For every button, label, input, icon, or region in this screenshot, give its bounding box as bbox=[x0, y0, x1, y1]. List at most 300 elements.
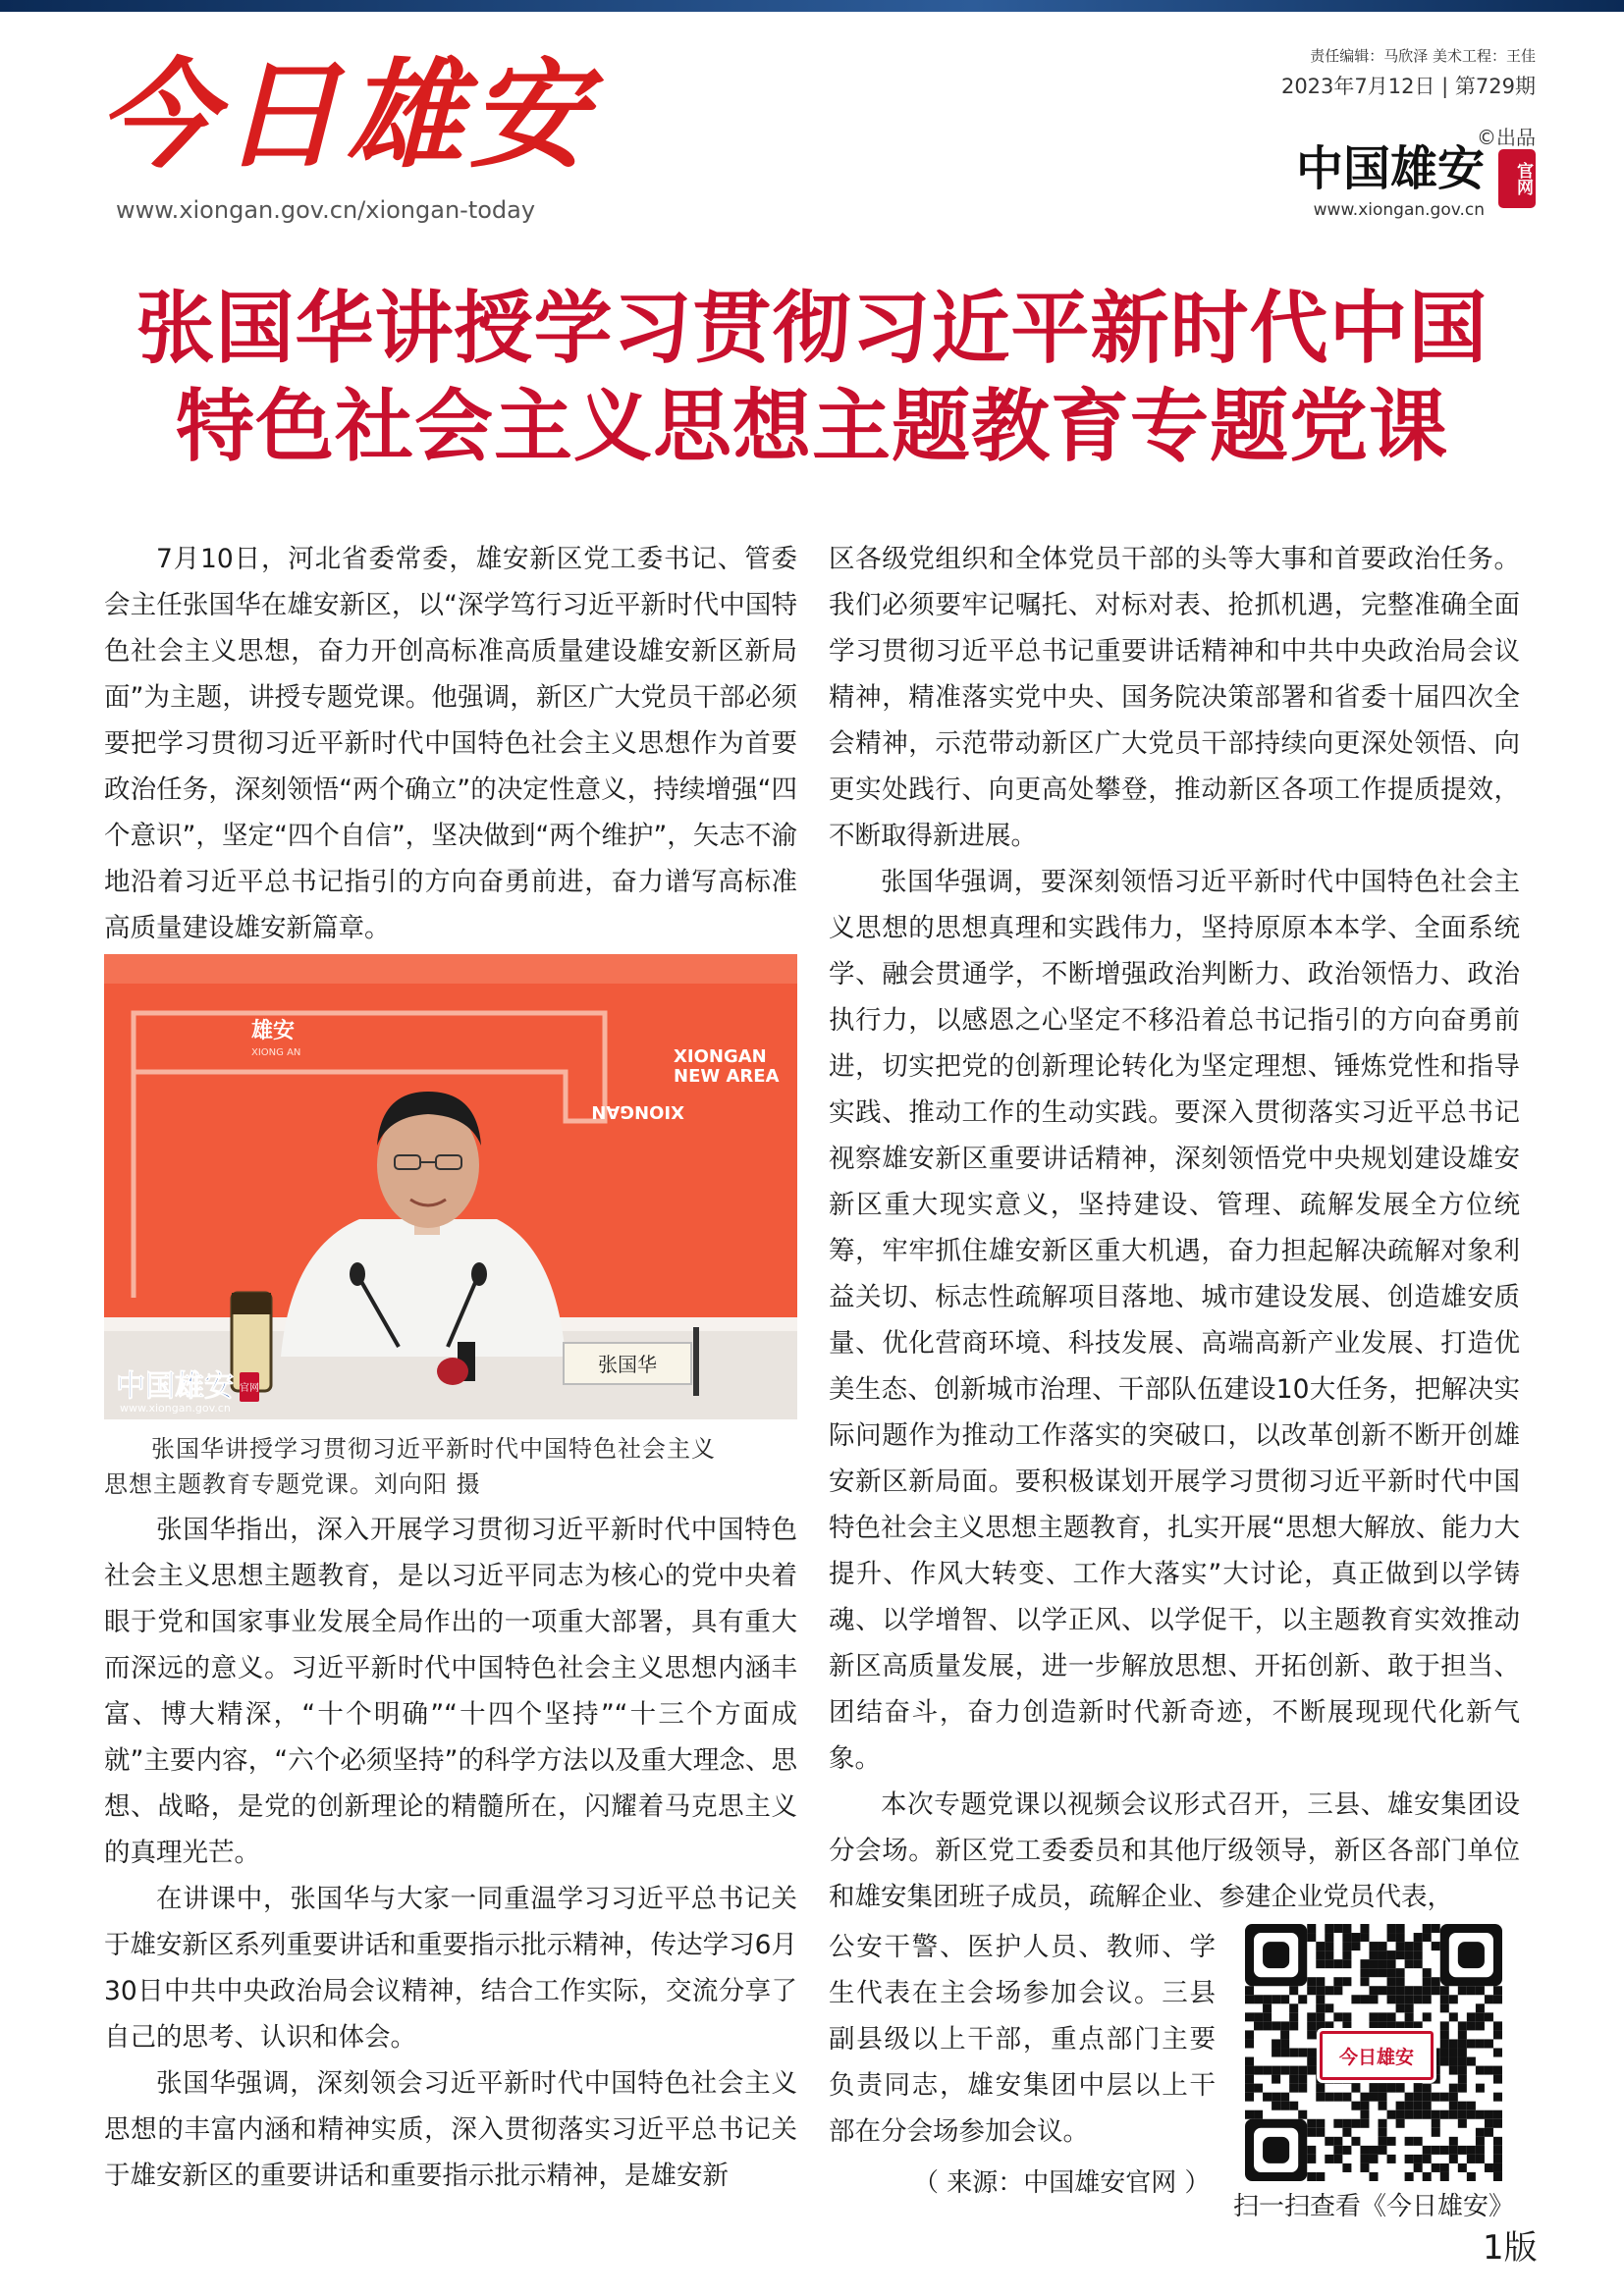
qr-module bbox=[1333, 2137, 1342, 2146]
qr-module bbox=[1342, 2012, 1351, 2021]
qr-module bbox=[1493, 2137, 1502, 2146]
qr-module bbox=[1432, 1977, 1440, 1986]
qr-module bbox=[1467, 1986, 1476, 1995]
qr-module bbox=[1351, 2137, 1360, 2146]
qr-module bbox=[1405, 1950, 1414, 1959]
page-number: 1版 bbox=[1483, 2228, 1538, 2268]
qr-module bbox=[1325, 1959, 1333, 1968]
qr-module bbox=[1458, 2146, 1467, 2155]
qr-module bbox=[1254, 1995, 1263, 2003]
qr-module bbox=[1325, 1950, 1333, 1959]
qr-module bbox=[1440, 2110, 1449, 2119]
qr-module bbox=[1360, 1968, 1369, 1977]
microphone-right bbox=[471, 1262, 487, 1286]
qr-module bbox=[1289, 2048, 1298, 2056]
qr-module bbox=[1414, 1986, 1423, 1995]
qr-module bbox=[1387, 2012, 1396, 2021]
qr-module bbox=[1379, 1942, 1387, 1950]
qr-module bbox=[1414, 1942, 1423, 1950]
photo-watermark-seal: 官网 bbox=[240, 1383, 259, 1394]
qr-module bbox=[1423, 2172, 1432, 2181]
qr-module bbox=[1316, 2012, 1325, 2021]
paragraph: 7月10日，河北省委常委，雄安新区党工委书记、管委会主任张国华在雄安新区，以“深学笃行习近平新时代中国特色社会主义思想，奋力开创高标准高质量建设雄安新区新局面”为主题，讲授专题党课。他强调，新区广大党员干部必须要把学习贯彻习近平新时代中国特色社会主义思想作为首要政治任务，深刻领悟“两个确立”的决定性意义，持续增强“四个意识”，坚定“四个自信”，坚决做到“两个维护”，矢志不渝地沿着习近平总书记指引的方向奋勇前进，奋力谱写高标准高质量建设雄安新篇章。 bbox=[104, 544, 797, 943]
qr-module bbox=[1476, 2039, 1485, 2048]
qr-module bbox=[1396, 1986, 1405, 1995]
qr-module bbox=[1379, 2012, 1387, 2021]
qr-module bbox=[1458, 2163, 1467, 2172]
qr-module bbox=[1272, 2102, 1280, 2110]
qr-module bbox=[1307, 2119, 1316, 2128]
qr-finder-pattern bbox=[1245, 1924, 1307, 1986]
qr-module bbox=[1307, 2066, 1316, 2075]
qr-module bbox=[1307, 2057, 1316, 2066]
qr-module bbox=[1458, 2084, 1467, 2093]
qr-module bbox=[1245, 2030, 1254, 2039]
qr-module bbox=[1467, 2012, 1476, 2021]
qr-module bbox=[1342, 1924, 1351, 1933]
qr-module bbox=[1396, 2084, 1405, 2093]
qr-module bbox=[1369, 1959, 1378, 1968]
qr-module bbox=[1449, 2057, 1458, 2066]
qr-module bbox=[1396, 1995, 1405, 2003]
qr-module bbox=[1432, 2119, 1440, 2128]
photo-watermark-url: www.xiongan.gov.cn bbox=[120, 1402, 231, 1415]
qr-module bbox=[1342, 2163, 1351, 2172]
qr-module bbox=[1280, 2048, 1289, 2056]
qr-module bbox=[1485, 2119, 1493, 2128]
qr-module bbox=[1351, 2084, 1360, 2093]
qr-module bbox=[1298, 2066, 1307, 2075]
qr-module bbox=[1325, 1933, 1333, 1942]
qr-module bbox=[1396, 1977, 1405, 1986]
qr-module bbox=[1360, 2110, 1369, 2119]
qr-module bbox=[1289, 2021, 1298, 2030]
qr-module bbox=[1369, 1950, 1378, 1959]
qr-module bbox=[1387, 1995, 1396, 2003]
qr-module bbox=[1316, 1959, 1325, 1968]
microphone-left bbox=[350, 1262, 365, 1286]
qr-module bbox=[1440, 2003, 1449, 2012]
qr-module bbox=[1467, 2146, 1476, 2155]
qr-module bbox=[1289, 2012, 1298, 2021]
qr-module bbox=[1405, 2003, 1414, 2012]
paragraph: 张国华指出，深入开展学习贯彻习近平新时代中国特色社会主义思想主题教育，是以习近平同志为核心的党中央着眼于党和国家事业发展全局作出的一项重大部署，具有重大而深远的意义。习近平新时代中国特色社会主义思想内涵丰富、博大精深，“十个明确”“十四个坚持”“十三个方面成就”主要内容，“六个必须坚持”的科学方法以及重大理念、思想、战略，是党的创新理论的精髓所在，闪耀着马克思主义的真理光芒。 bbox=[104, 1515, 797, 1868]
qr-module bbox=[1272, 2021, 1280, 2030]
qr-module bbox=[1440, 2163, 1449, 2172]
qr-module bbox=[1342, 2093, 1351, 2102]
qr-module bbox=[1458, 2030, 1467, 2039]
backdrop-cn-text: 雄安 bbox=[251, 1019, 296, 1043]
qr-module bbox=[1493, 2030, 1502, 2039]
qr-module bbox=[1405, 2012, 1414, 2021]
qr-module bbox=[1272, 2075, 1280, 2084]
qr-module bbox=[1263, 1995, 1272, 2003]
qr-module bbox=[1493, 2146, 1502, 2155]
top-color-bar bbox=[0, 0, 1624, 12]
qr-module bbox=[1467, 2172, 1476, 2181]
qr-module bbox=[1325, 2093, 1333, 2102]
qr-module bbox=[1440, 2146, 1449, 2155]
qr-module bbox=[1333, 2093, 1342, 2102]
qr-module bbox=[1440, 2172, 1449, 2181]
qr-module bbox=[1280, 2102, 1289, 2110]
qr-module bbox=[1449, 2093, 1458, 2102]
qr-module bbox=[1387, 1986, 1396, 1995]
qr-module bbox=[1476, 2155, 1485, 2163]
headline-line-2: 特色社会主义思想主题教育专题党课 bbox=[176, 381, 1448, 472]
qr-module bbox=[1396, 1924, 1405, 1933]
qr-module bbox=[1316, 2172, 1325, 2181]
qr-module bbox=[1423, 2155, 1432, 2163]
qr-module bbox=[1245, 2084, 1254, 2093]
qr-module bbox=[1298, 2110, 1307, 2119]
qr-module bbox=[1379, 2128, 1387, 2137]
qr-module bbox=[1254, 2021, 1263, 2030]
qr-module bbox=[1432, 1924, 1440, 1933]
qr-module bbox=[1289, 2075, 1298, 2084]
qr-module bbox=[1342, 2128, 1351, 2137]
qr-module bbox=[1379, 2146, 1387, 2155]
qr-module bbox=[1414, 1950, 1423, 1959]
qr-module bbox=[1263, 2012, 1272, 2021]
qr-module bbox=[1360, 1924, 1369, 1933]
qr-module bbox=[1493, 2110, 1502, 2119]
qr-module bbox=[1493, 2155, 1502, 2163]
producer-mark: ©出品 bbox=[1477, 126, 1536, 149]
qr-module bbox=[1379, 2102, 1387, 2110]
qr-module bbox=[1360, 2093, 1369, 2102]
qr-module bbox=[1432, 2110, 1440, 2119]
qr-module bbox=[1333, 1977, 1342, 1986]
headline bbox=[88, 280, 1536, 476]
qr-module bbox=[1396, 2003, 1405, 2012]
qr-module bbox=[1325, 2003, 1333, 2012]
qr-module bbox=[1440, 2093, 1449, 2102]
qr-module bbox=[1263, 2066, 1272, 2075]
qr-module bbox=[1369, 1968, 1378, 1977]
qr-module bbox=[1467, 2021, 1476, 2030]
qr-module bbox=[1360, 2102, 1369, 2110]
qr-module bbox=[1245, 2057, 1254, 2066]
qr-module bbox=[1342, 2119, 1351, 2128]
qr-module bbox=[1369, 1995, 1378, 2003]
qr-module bbox=[1369, 2155, 1378, 2163]
qr-module bbox=[1493, 2048, 1502, 2056]
article-column-left-top bbox=[104, 536, 797, 951]
qr-module bbox=[1396, 1950, 1405, 1959]
qr-module bbox=[1307, 1933, 1316, 1942]
qr-module bbox=[1485, 2039, 1493, 2048]
qr-finder-pattern bbox=[1440, 1924, 1502, 1986]
qr-module bbox=[1289, 2003, 1298, 2012]
producer-seal bbox=[1498, 149, 1536, 208]
qr-module bbox=[1298, 2075, 1307, 2084]
qr-module bbox=[1245, 2075, 1254, 2084]
qr-module bbox=[1476, 2066, 1485, 2075]
qr-module bbox=[1476, 2003, 1485, 2012]
qr-module bbox=[1280, 2030, 1289, 2039]
qr-module bbox=[1493, 2119, 1502, 2128]
qr-module bbox=[1440, 2030, 1449, 2039]
qr-module bbox=[1423, 2110, 1432, 2119]
paragraph: 张国华强调，深刻领会习近平新时代中国特色社会主义思想的丰富内涵和精神实质，深入贯彻落实习近平总书记关于雄安新区的重要讲话和重要指示批示精神，是雄安新 bbox=[104, 2068, 797, 2191]
qr-module bbox=[1316, 2003, 1325, 2012]
qr-module bbox=[1458, 2039, 1467, 2048]
qr-module bbox=[1360, 2155, 1369, 2163]
headline-line-1: 张国华讲授学习贯彻习近平新时代中国 bbox=[135, 283, 1489, 374]
qr-module bbox=[1387, 2110, 1396, 2119]
qr-module bbox=[1245, 2093, 1254, 2102]
qr-module bbox=[1423, 2102, 1432, 2110]
qr-module bbox=[1414, 2137, 1423, 2146]
producer-seal-text: 官网 bbox=[1513, 162, 1533, 195]
qr-module bbox=[1342, 1933, 1351, 1942]
qr-module bbox=[1440, 2048, 1449, 2056]
qr-module bbox=[1449, 2039, 1458, 2048]
qr-module bbox=[1263, 2093, 1272, 2102]
qr-module bbox=[1245, 2066, 1254, 2075]
producer-brand-logo: 中国雄安 bbox=[1295, 141, 1485, 196]
qr-module bbox=[1307, 1924, 1316, 1933]
qr-module bbox=[1379, 1986, 1387, 1995]
qr-module bbox=[1396, 2102, 1405, 2110]
issue-date: 2023年7月12日 | 第729期 bbox=[1280, 75, 1536, 98]
qr-module bbox=[1405, 1986, 1414, 1995]
caption-line-1: 张国华讲授学习贯彻习近平新时代中国特色社会主义 bbox=[151, 1435, 716, 1463]
qr-module bbox=[1280, 2021, 1289, 2030]
qr-module bbox=[1387, 2084, 1396, 2093]
backdrop-en-2: NEW AREA bbox=[674, 1066, 780, 1087]
qr-module bbox=[1333, 2012, 1342, 2021]
qr-module bbox=[1316, 2119, 1325, 2128]
qr-module bbox=[1493, 2075, 1502, 2084]
qr-module bbox=[1325, 2155, 1333, 2163]
qr-module bbox=[1493, 2021, 1502, 2030]
qr-module bbox=[1485, 2012, 1493, 2021]
qr-module bbox=[1423, 1968, 1432, 1977]
qr-module bbox=[1325, 2137, 1333, 2146]
qr-module bbox=[1379, 2084, 1387, 2093]
qr-module bbox=[1325, 1986, 1333, 1995]
qr-module bbox=[1289, 2084, 1298, 2093]
qr-module bbox=[1254, 2084, 1263, 2093]
qr-module bbox=[1493, 2093, 1502, 2102]
qr-module bbox=[1396, 1933, 1405, 1942]
qr-module bbox=[1476, 2110, 1485, 2119]
qr-module bbox=[1333, 1959, 1342, 1968]
qr-module bbox=[1316, 1995, 1325, 2003]
qr-module bbox=[1387, 1968, 1396, 1977]
qr-module bbox=[1467, 2102, 1476, 2110]
qr-label: 扫一扫查看《今日雄安》 bbox=[1233, 2192, 1515, 2221]
qr-module bbox=[1467, 2057, 1476, 2066]
qr-module bbox=[1485, 2066, 1493, 2075]
qr-module bbox=[1458, 2102, 1467, 2110]
article-column-right-narrow bbox=[829, 1924, 1216, 2155]
qr-module bbox=[1333, 2146, 1342, 2155]
paragraph-continuation: 区各级党组织和全体党员干部的头等大事和首要政治任务。我们必须要牢记嘱托、对标对表、抢抓机遇，完整准确全面学习贯彻习近平总书记重要讲话精神和中共中央政治局会议精神，精准落实党中央、国务院决策部署和省委十届四次全会精神，示范带动新区广大党员干部持续向更深处领悟、向更实处践行、向更高处攀登，推动新区各项工作提质提效，不断取得新进展。 bbox=[829, 544, 1520, 851]
qr-module bbox=[1493, 1995, 1502, 2003]
qr-module bbox=[1351, 2119, 1360, 2128]
qr-module bbox=[1333, 2119, 1342, 2128]
qr-module bbox=[1396, 1968, 1405, 1977]
qr-module bbox=[1485, 1995, 1493, 2003]
qr-module bbox=[1316, 2128, 1325, 2137]
qr-module bbox=[1333, 1924, 1342, 1933]
qr-code[interactable] bbox=[1245, 1924, 1502, 2181]
qr-module bbox=[1272, 1995, 1280, 2003]
qr-module bbox=[1485, 2163, 1493, 2172]
qr-module bbox=[1307, 2012, 1316, 2021]
article-source: （ 来源：中国雄安官网 ） bbox=[913, 2168, 1211, 2198]
qr-module bbox=[1449, 2146, 1458, 2155]
qr-module bbox=[1387, 1933, 1396, 1942]
qr-module bbox=[1476, 2128, 1485, 2137]
qr-module bbox=[1245, 1995, 1254, 2003]
qr-module bbox=[1423, 1977, 1432, 1986]
qr-module bbox=[1423, 1924, 1432, 1933]
backdrop-en-1: XIONGAN bbox=[674, 1046, 767, 1067]
qr-module bbox=[1449, 2066, 1458, 2075]
qr-module bbox=[1432, 2146, 1440, 2155]
news-photo bbox=[104, 954, 797, 1419]
qr-module bbox=[1369, 2012, 1378, 2021]
qr-badge: 今日雄安 bbox=[1317, 2028, 1436, 2083]
qr-module bbox=[1449, 2048, 1458, 2056]
qr-module bbox=[1307, 2021, 1316, 2030]
qr-module bbox=[1351, 1933, 1360, 1942]
qr-module bbox=[1333, 2155, 1342, 2163]
qr-module bbox=[1405, 2137, 1414, 2146]
qr-module bbox=[1449, 2102, 1458, 2110]
qr-module bbox=[1280, 2039, 1289, 2048]
qr-module bbox=[1414, 2110, 1423, 2119]
qr-module bbox=[1263, 2021, 1272, 2030]
qr-module bbox=[1369, 2146, 1378, 2155]
qr-module bbox=[1298, 2084, 1307, 2093]
qr-module bbox=[1414, 2163, 1423, 2172]
qr-module bbox=[1405, 1942, 1414, 1950]
qr-module bbox=[1333, 1986, 1342, 1995]
qr-module bbox=[1493, 2172, 1502, 2181]
qr-module bbox=[1280, 2093, 1289, 2102]
qr-module bbox=[1298, 1995, 1307, 2003]
qr-module bbox=[1254, 2110, 1263, 2119]
masthead-url[interactable]: www.xiongan.gov.cn/xiongan-today bbox=[116, 196, 536, 224]
qr-module bbox=[1423, 2012, 1432, 2021]
qr-module bbox=[1396, 2110, 1405, 2119]
qr-module bbox=[1458, 2119, 1467, 2128]
qr-module bbox=[1387, 1959, 1396, 1968]
qr-module bbox=[1316, 1942, 1325, 1950]
qr-module bbox=[1423, 1995, 1432, 2003]
qr-module bbox=[1476, 2137, 1485, 2146]
qr-module bbox=[1289, 2102, 1298, 2110]
qr-module bbox=[1414, 1959, 1423, 1968]
qr-module bbox=[1414, 2084, 1423, 2093]
backdrop-en-3: XIONGAN bbox=[591, 1101, 684, 1122]
qr-module bbox=[1360, 1995, 1369, 2003]
qr-module bbox=[1280, 1995, 1289, 2003]
masthead-logo: 今日雄安 bbox=[98, 46, 593, 185]
photo-watermark: 中国雄安 bbox=[116, 1369, 234, 1404]
qr-module bbox=[1458, 2066, 1467, 2075]
caption-line-2: 思想主题教育专题党课。刘向阳 摄 bbox=[104, 1470, 481, 1498]
qr-module bbox=[1476, 2021, 1485, 2030]
qr-module bbox=[1387, 1950, 1396, 1959]
qr-module bbox=[1458, 2048, 1467, 2056]
photo-caption bbox=[104, 1431, 797, 1502]
qr-module bbox=[1342, 1950, 1351, 1959]
microphone-red bbox=[437, 1358, 468, 1385]
qr-module bbox=[1405, 2110, 1414, 2119]
qr-module bbox=[1476, 2084, 1485, 2093]
qr-module bbox=[1440, 1995, 1449, 2003]
qr-module bbox=[1405, 2093, 1414, 2102]
qr-module bbox=[1485, 2110, 1493, 2119]
qr-module bbox=[1449, 2012, 1458, 2021]
qr-module bbox=[1245, 1986, 1254, 1995]
qr-module bbox=[1369, 2172, 1378, 2181]
qr-module bbox=[1254, 2066, 1263, 2075]
qr-module bbox=[1307, 2030, 1316, 2039]
qr-module bbox=[1298, 2048, 1307, 2056]
qr-module bbox=[1254, 2012, 1263, 2021]
qr-module bbox=[1245, 2039, 1254, 2048]
qr-module bbox=[1423, 1986, 1432, 1995]
qr-module bbox=[1432, 2093, 1440, 2102]
producer-url[interactable]: www.xiongan.gov.cn bbox=[1313, 200, 1485, 220]
paragraph: 张国华强调，要深刻领悟习近平新时代中国特色社会主义思想的思想真理和实践伟力，坚持原原本本学、全面系统学、融会贯通学，不断增强政治判断力、政治领悟力、政治执行力，以感恩之心坚定不移沿着总书记指引的方向奋勇前进，切实把党的创新理论转化为坚定理想、锤炼党性和指导实践、推动工作的生动实践。要深入贯彻落实习近平总书记视察雄安新区重要讲话精神，深刻领悟党中央规划建设雄安新区重大现实意义，坚持建设、管理、疏解发展全方位统筹，牢牢抓住雄安新区重大机遇，奋力担起解决疏解对象利益关切、标志性疏解项目落地、城市建设发展、创造雄安质量、优化营商环境、科技发展、高端高新产业发展、打造优美生态、创新城市治理、干部队伍建设10大任务，把解决实际问题作为推动工作落实的突破口，以改革创新不断开创雄安新区新局面。要积极谋划开展学习贯彻习近平新时代中国特色社会主义思想主题教育，扎实开展“思想大解放、能力大提升、作风大转变、工作大落实”大讨论，真正做到以学铸魂、以学增智、以学正风、以学促干，以主题教育实效推动新区高质量发展，进一步解放思想、开拓创新、敢于担当、团结奋斗，奋力创造新时代新奇迹，不断展现现代化新气象。 bbox=[829, 867, 1520, 1774]
qr-module bbox=[1467, 2110, 1476, 2119]
qr-module bbox=[1325, 1924, 1333, 1933]
qr-module bbox=[1316, 1986, 1325, 1995]
qr-module bbox=[1414, 2155, 1423, 2163]
qr-module bbox=[1440, 2057, 1449, 2066]
qr-module bbox=[1387, 1977, 1396, 1986]
qr-module bbox=[1449, 2137, 1458, 2146]
qr-module bbox=[1387, 2137, 1396, 2146]
qr-module bbox=[1360, 1977, 1369, 1986]
qr-module bbox=[1414, 1995, 1423, 2003]
qr-module bbox=[1316, 2084, 1325, 2093]
qr-module bbox=[1440, 1986, 1449, 1995]
paragraph-continuation: 公安干警、医护人员、教师、学生代表在主会场参加会议。三县副县级以上干部，重点部门主要负责同志，雄安集团中层以上干部在分会场参加会议。 bbox=[829, 1932, 1216, 2147]
qr-module bbox=[1476, 1986, 1485, 1995]
qr-module bbox=[1360, 2119, 1369, 2128]
qr-module bbox=[1467, 2039, 1476, 2048]
qr-module bbox=[1351, 1995, 1360, 2003]
qr-module bbox=[1360, 2146, 1369, 2155]
qr-module bbox=[1476, 2012, 1485, 2021]
editor-credits: 责任编辑：马欣泽 美术工程：王佳 bbox=[1310, 47, 1536, 65]
qr-module bbox=[1325, 1942, 1333, 1950]
qr-module bbox=[1316, 1977, 1325, 1986]
qr-module bbox=[1485, 2128, 1493, 2137]
qr-module bbox=[1440, 2021, 1449, 2030]
qr-module bbox=[1272, 2039, 1280, 2048]
qr-module bbox=[1458, 2075, 1467, 2084]
qr-module bbox=[1432, 2128, 1440, 2137]
qr-module bbox=[1449, 2155, 1458, 2163]
qr-module bbox=[1272, 2048, 1280, 2056]
qr-module bbox=[1449, 2084, 1458, 2093]
qr-module bbox=[1369, 1986, 1378, 1995]
qr-module bbox=[1307, 2048, 1316, 2056]
qr-module bbox=[1405, 2172, 1414, 2181]
qr-module bbox=[1432, 1942, 1440, 1950]
qr-module bbox=[1307, 2146, 1316, 2155]
